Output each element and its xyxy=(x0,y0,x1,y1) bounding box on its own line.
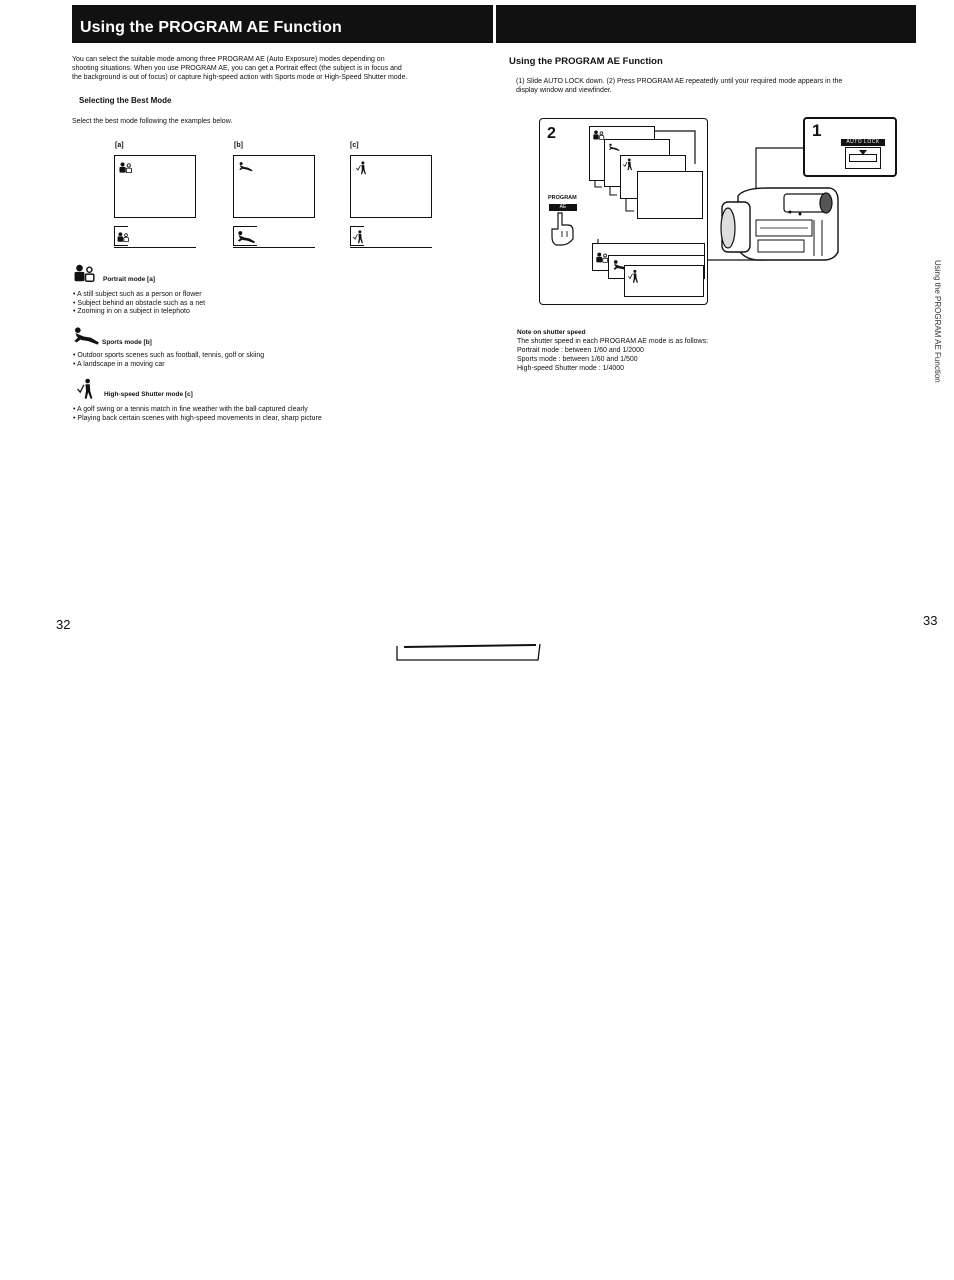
high-speed-shutter-mode-title: High-speed Shutter mode [c] xyxy=(104,391,193,398)
portrait-icon xyxy=(117,232,130,242)
sports-icon xyxy=(72,327,100,346)
note-line: The shutter speed in each PROGRAM AE mode is as follows: xyxy=(517,338,709,345)
page-crop-mark xyxy=(394,640,544,664)
list-item: • A golf swing or a tennis match in fine weather with the ball captured clearly xyxy=(73,406,308,413)
finger-pressing-icon xyxy=(548,211,578,247)
high-speed-shutter-icon xyxy=(628,269,639,284)
display-window-a xyxy=(114,226,196,248)
note-line: Sports mode : between 1/60 and 1/500 xyxy=(517,356,638,363)
viewfinder-example-c xyxy=(350,155,432,218)
portrait-icon xyxy=(74,264,96,282)
high-speed-shutter-icon xyxy=(353,230,364,244)
program-ae-button[interactable] xyxy=(549,204,577,211)
arrow-down-icon xyxy=(858,149,868,156)
high-speed-shutter-bullets xyxy=(73,406,322,423)
viewfinder-example-b xyxy=(233,155,315,218)
section-intro: Select the best mode following the examples below. xyxy=(72,118,233,125)
example-label-b: [b] xyxy=(234,142,243,149)
side-tab-label: Using the PROGRAM AE Function xyxy=(933,260,942,383)
note-line: High-speed Shutter mode : 1/4000 xyxy=(517,365,625,372)
list-item: • A landscape in a moving car xyxy=(73,360,165,368)
list-item: • Playing back certain scenes with high-speed movements in clear, sharp picture xyxy=(73,414,322,422)
intro-line-2: shooting situations. When you use PROGRAM AE, you can get a Portrait effect (the subject is in focus and xyxy=(72,65,402,72)
example-label-a: [a] xyxy=(115,142,124,149)
steps-text xyxy=(516,77,906,95)
display-window-b xyxy=(233,226,315,248)
shutter-speed-note xyxy=(517,328,897,373)
camcorder-illustration xyxy=(708,140,848,265)
display-window-c xyxy=(350,226,432,248)
sports-icon xyxy=(238,162,253,172)
step-2-diagram xyxy=(539,118,708,305)
high-speed-shutter-icon xyxy=(77,378,94,400)
list-item: • Subject behind an obstacle such as a net xyxy=(73,299,206,307)
page-number-left: 32 xyxy=(56,617,71,632)
steps-line-1: (1) Slide AUTO LOCK down. (2) Press PROGRAM AE repeatedly until your required mode appears in the xyxy=(516,78,843,85)
list-item: • Zooming in on a subject in telephoto xyxy=(73,308,190,315)
sports-icon xyxy=(236,231,256,244)
list-item: • A still subject such as a person or flower xyxy=(73,291,202,298)
intro-line-1: You can select the suitable mode among three PROGRAM AE (Auto Exposure) modes depending on xyxy=(72,56,385,63)
program-label: PROGRAM xyxy=(548,195,577,201)
auto-lock-label: AUTO LOCK xyxy=(841,139,885,146)
portrait-icon xyxy=(119,162,133,173)
page-header xyxy=(72,5,916,43)
step-2-number: 2 xyxy=(547,125,556,142)
note-line: Portrait mode : between 1/60 and 1/2000 xyxy=(517,347,644,354)
page-title: Using the PROGRAM AE Function xyxy=(80,19,342,36)
header-divider xyxy=(493,5,496,43)
intro-line-3: the background is out of focus) or capture high-speed action with Sports mode or High-Speed Shutter mode. xyxy=(72,74,408,81)
display-window-hss xyxy=(624,265,704,297)
portrait-mode-title: Portrait mode [a] xyxy=(103,276,156,283)
auto-lock-switch[interactable] xyxy=(845,147,881,169)
sports-mode-title: Sports mode [b] xyxy=(102,339,152,346)
section-title-left: Selecting the Best Mode xyxy=(79,96,172,105)
intro-paragraph xyxy=(72,55,472,82)
viewfinder-example-a xyxy=(114,155,196,218)
section-title-right: Using the PROGRAM AE Function xyxy=(509,56,663,67)
note-title: Note on shutter speed xyxy=(517,329,586,336)
example-label-c: [c] xyxy=(350,142,359,149)
list-item: • Outdoor sports scenes such as football, tennis, golf or skiing xyxy=(73,352,265,359)
high-speed-shutter-icon xyxy=(356,161,367,175)
sports-mode-bullets xyxy=(73,352,264,369)
step-1-number: 1 xyxy=(812,121,822,140)
page-number-right: 33 xyxy=(923,613,938,628)
ae-label: AE xyxy=(559,204,567,210)
portrait-mode-bullets xyxy=(73,291,205,317)
steps-line-2: display window and viewfinder. xyxy=(516,87,612,94)
